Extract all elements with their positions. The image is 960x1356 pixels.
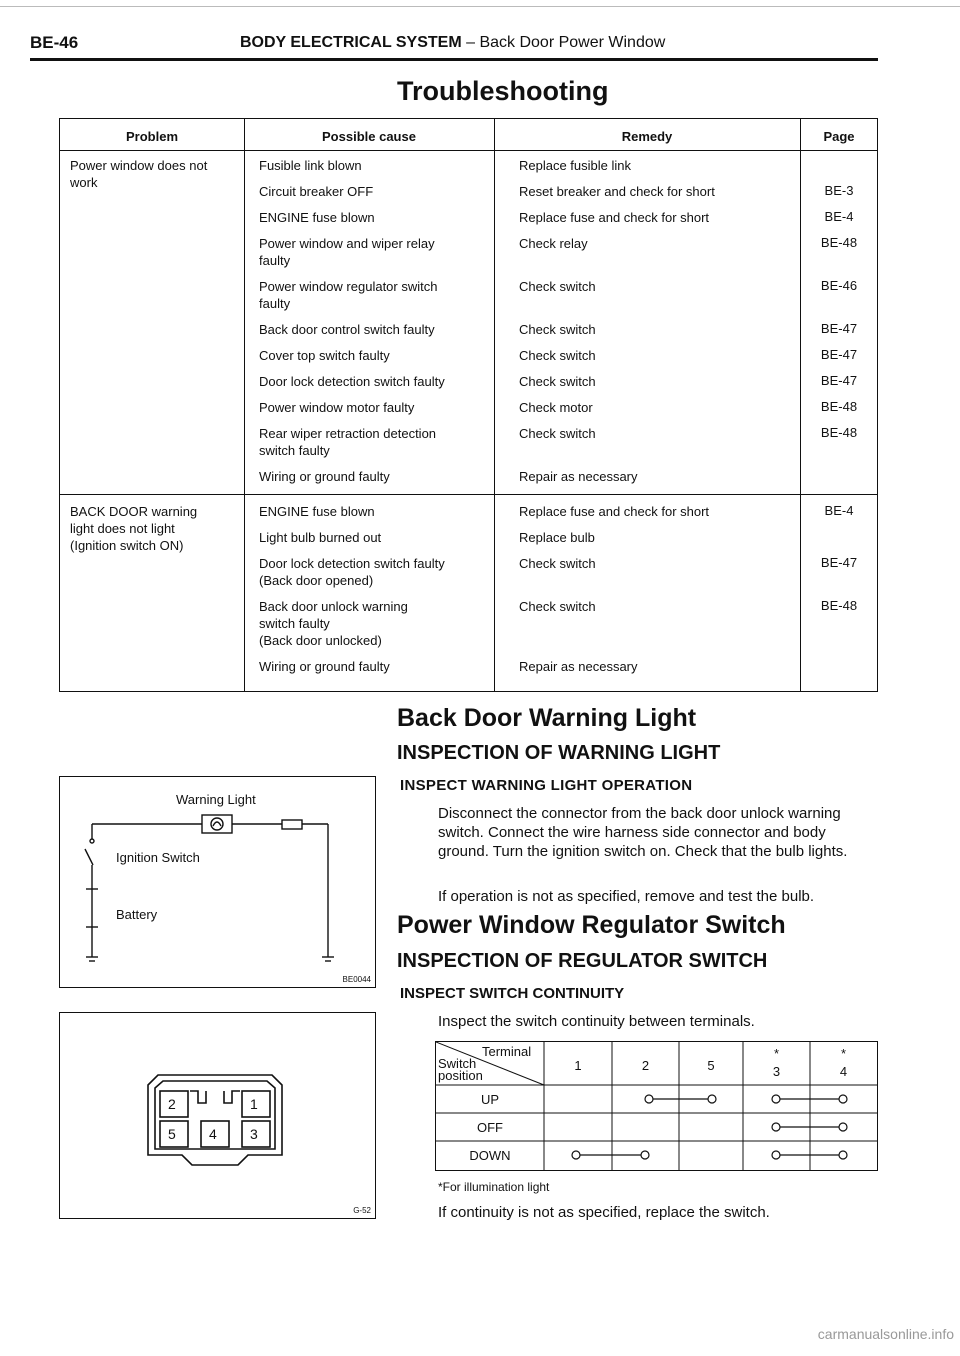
position-off: OFF xyxy=(477,1120,503,1135)
page-ref: BE-48 xyxy=(820,399,858,414)
remedy-text: Check switch xyxy=(519,348,596,363)
problem-text: (Ignition switch ON) xyxy=(70,538,184,553)
regulator-text: Inspect the switch continuity between terminals. xyxy=(438,1013,755,1030)
col-header-cause: Possible cause xyxy=(322,129,416,144)
cause-text: Wiring or ground faulty xyxy=(259,659,390,674)
circuit-svg xyxy=(60,777,374,986)
cause-text: faulty xyxy=(259,253,291,268)
warning-light-subheading: INSPECTION OF WARNING LIGHT xyxy=(397,742,721,764)
ignition-switch-label: Ignition Switch xyxy=(116,850,200,865)
continuity-node xyxy=(839,1151,847,1159)
footnote: *For illumination light xyxy=(438,1180,550,1194)
terminal-header: 5 xyxy=(707,1058,715,1073)
page-ref: BE-3 xyxy=(824,183,854,198)
regulator-heading: Power Window Regulator Switch xyxy=(397,911,786,939)
cause-text: Circuit breaker OFF xyxy=(259,184,374,199)
connector-outline xyxy=(148,1075,282,1165)
remedy-text: Replace bulb xyxy=(519,530,595,545)
bulb-filament xyxy=(213,822,221,826)
cause-text: Wiring or ground faulty xyxy=(259,469,390,484)
continuity-node xyxy=(772,1095,780,1103)
col-header-problem: Problem xyxy=(125,129,178,144)
pin-label: 3 xyxy=(250,1126,258,1142)
section-title xyxy=(240,34,665,52)
col-header-remedy: Remedy xyxy=(621,129,673,144)
page-ref: BE-46 xyxy=(820,278,858,293)
cause-text: ENGINE fuse blown xyxy=(259,210,375,225)
col-divider xyxy=(494,119,495,691)
continuity-node xyxy=(839,1095,847,1103)
remedy-text: Check switch xyxy=(519,322,596,337)
pin-label: 4 xyxy=(209,1126,217,1142)
cause-text: Back door unlock warning xyxy=(259,599,408,614)
pin-label: 5 xyxy=(168,1126,176,1142)
pin-label: 1 xyxy=(250,1096,258,1112)
cause-text: Rear wiper retraction detection xyxy=(259,426,437,441)
page-ref: BE-4 xyxy=(824,209,854,224)
battery-label: Battery xyxy=(116,907,158,922)
group-divider xyxy=(60,494,877,495)
continuity-node xyxy=(645,1095,653,1103)
page-ref: BE-48 xyxy=(820,598,858,613)
section-title-rest: – Back Door Power Window xyxy=(461,34,666,51)
cause-text: (Back door unlocked) xyxy=(259,633,382,648)
corner-terminal: Terminal xyxy=(482,1044,532,1059)
connector-svg xyxy=(60,1013,374,1217)
cause-text: Fusible link blown xyxy=(259,158,362,173)
page-ref: BE-47 xyxy=(820,555,858,570)
header-divider xyxy=(60,150,877,151)
pin-key xyxy=(224,1091,240,1103)
problem-text: BACK DOOR warning xyxy=(70,504,198,519)
remedy-text: Replace fusible link xyxy=(519,158,632,173)
remedy-text: Repair as necessary xyxy=(519,469,638,484)
watermark: carmanualsonline.info xyxy=(817,1326,954,1342)
connector-box xyxy=(282,820,302,829)
cause-text: Power window and wiper relay xyxy=(259,236,435,251)
cause-text: (Back door opened) xyxy=(259,573,374,588)
cause-text: Light bulb burned out xyxy=(259,530,382,545)
problem-text: light does not light xyxy=(70,521,175,536)
warning-light-diagram xyxy=(59,776,376,988)
bulb-icon xyxy=(211,818,223,830)
corner-position: position xyxy=(438,1068,483,1083)
regulator-note: If continuity is not as specified, replace the switch. xyxy=(438,1204,770,1221)
continuity-node xyxy=(772,1123,780,1131)
cause-text: switch faulty xyxy=(259,616,330,631)
regulator-subheading: INSPECTION OF REGULATOR SWITCH xyxy=(397,950,768,972)
continuity-node xyxy=(839,1123,847,1131)
cause-text: switch faulty xyxy=(259,443,330,458)
remedy-text: Check switch xyxy=(519,599,596,614)
terminal-header: 3 xyxy=(772,1064,781,1079)
warning-light-step: INSPECT WARNING LIGHT OPERATION xyxy=(400,777,693,794)
section-title-bold: BODY ELECTRICAL SYSTEM xyxy=(240,34,462,51)
problem-text: Power window does not xyxy=(70,158,208,173)
troubleshooting-title: Troubleshooting xyxy=(397,76,609,106)
remedy-text: Check motor xyxy=(519,400,593,415)
top-rule xyxy=(0,6,960,7)
warning-light-heading: Back Door Warning Light xyxy=(397,704,697,732)
remedy-text: Replace fuse and check for short xyxy=(519,504,710,519)
warning-light-text: Disconnect the connector from the back door unlock warning switch. Connect the wire harness side connector and body ground. Turn the ignition switch on. Check that the bulb lights. xyxy=(438,805,848,860)
cause-text: faulty xyxy=(259,296,291,311)
remedy-text: Check switch xyxy=(519,426,596,441)
page-ref: BE-4 xyxy=(824,503,854,518)
connector-diagram xyxy=(59,1012,376,1219)
continuity-node xyxy=(708,1095,716,1103)
remedy-text: Check switch xyxy=(519,556,596,571)
switch-contact xyxy=(90,839,94,843)
asterisk: * xyxy=(840,1046,847,1061)
cause-text: ENGINE fuse blown xyxy=(259,504,375,519)
remedy-text: Check switch xyxy=(519,374,596,389)
position-down: DOWN xyxy=(469,1148,511,1163)
cause-text: Door lock detection switch faulty xyxy=(259,556,445,571)
col-divider xyxy=(244,119,245,691)
continuity-node xyxy=(641,1151,649,1159)
regulator-step: INSPECT SWITCH CONTINUITY xyxy=(400,985,625,1002)
page-ref: BE-48 xyxy=(820,235,858,250)
ignition-switch-blade xyxy=(85,849,93,865)
remedy-text: Replace fuse and check for short xyxy=(519,210,710,225)
continuity-marks xyxy=(572,1095,847,1159)
col-header-page: Page xyxy=(823,129,855,144)
remedy-text: Check relay xyxy=(519,236,588,251)
remedy-text: Reset breaker and check for short xyxy=(519,184,715,199)
asterisk: * xyxy=(773,1046,780,1061)
cause-text: Power window motor faulty xyxy=(259,400,415,415)
terminal-header: 4 xyxy=(839,1064,848,1079)
cause-text: Door lock detection switch faulty xyxy=(259,374,445,389)
remedy-text: Repair as necessary xyxy=(519,659,638,674)
header-rule xyxy=(30,58,878,61)
problem-text: work xyxy=(70,175,98,190)
position-up: UP xyxy=(480,1092,500,1107)
remedy-text: Check switch xyxy=(519,279,596,294)
cause-text: Power window regulator switch xyxy=(259,279,438,294)
continuity-node xyxy=(772,1151,780,1159)
pin-key xyxy=(190,1091,206,1103)
continuity-node xyxy=(572,1151,580,1159)
cause-text: Back door control switch faulty xyxy=(259,322,435,337)
troubleshooting-table xyxy=(59,118,878,692)
col-divider xyxy=(800,119,801,691)
continuity-table xyxy=(435,1041,878,1171)
terminal-header: 2 xyxy=(641,1058,650,1073)
cause-text: Cover top switch faulty xyxy=(259,348,390,363)
page-ref: BE-47 xyxy=(820,347,858,362)
page-ref: BE-48 xyxy=(820,425,858,440)
figure-code: BE0044 xyxy=(342,975,371,984)
page-ref: BE-47 xyxy=(820,373,858,388)
warning-light-note: If operation is not as specified, remove and test the bulb. xyxy=(438,888,815,905)
page-ref: BE-47 xyxy=(820,321,858,336)
corner-switch: Switch xyxy=(438,1056,477,1071)
figure-code: G-52 xyxy=(353,1206,371,1215)
page-number: BE-46 xyxy=(30,33,79,52)
pin-label: 2 xyxy=(168,1096,176,1112)
terminal-header: 1 xyxy=(574,1058,582,1073)
warning-light-label: Warning Light xyxy=(176,792,256,807)
